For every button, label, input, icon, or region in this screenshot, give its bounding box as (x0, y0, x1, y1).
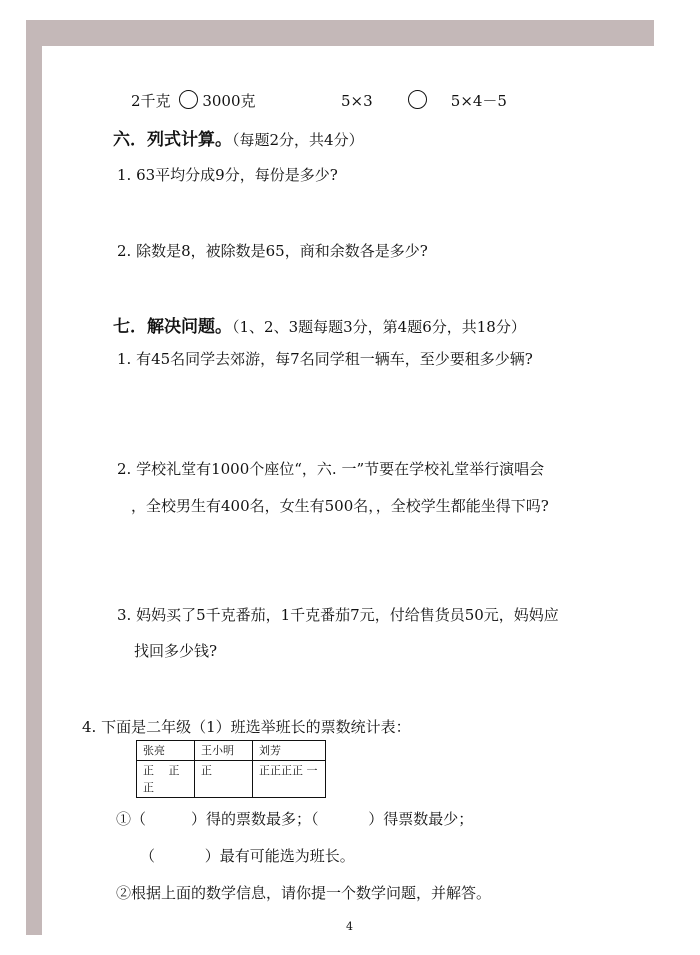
table-row (137, 741, 326, 761)
compare-left-b: 3000克 (202, 92, 256, 110)
section7-q4-part1-line1: ①（ ）得的票数最多；（ ）得票数最少； (116, 810, 474, 828)
compare-right (341, 90, 507, 111)
compare-left-a: 2千克 (131, 92, 171, 110)
section7-q2-line2: ，全校男生有400名，女生有500名，，全校学生都能坐得下吗? (131, 497, 549, 515)
section7-heading (113, 312, 526, 337)
table-header-cell: 刘芳 (253, 741, 326, 761)
section7-note: （1、2、3题每题3分，第4题6分，共18分） (232, 318, 526, 336)
section6-title: 六．列式计算。 (113, 130, 232, 150)
table-cell: 正 (195, 761, 253, 798)
table-cell: 正 正 正 (137, 761, 195, 798)
compare-right-a: 5×3 (341, 92, 373, 110)
section6-heading (113, 125, 364, 150)
section6-q1: 1. 63平均分成9分，每份是多少? (117, 166, 338, 184)
section7-q1: 1. 有45名同学去郊游，每7名同学租一辆车，至少要租多少辆? (117, 350, 533, 368)
section7-q4-intro: 4. 下面是二年级（1）班选举班长的票数统计表： (82, 718, 411, 736)
page-number: 4 (346, 920, 353, 933)
section7-q4-part1-line2: （ ）最有可能选为班长。 (140, 847, 355, 865)
table-row (137, 761, 326, 798)
table-cell: 正正正正 一 (253, 761, 326, 798)
compare-circle-icon[interactable] (179, 90, 198, 109)
table-header-cell: 王小明 (195, 741, 253, 761)
compare-circle-icon[interactable] (408, 90, 427, 109)
section7-title: 七．解决问题。 (113, 317, 232, 337)
table-header-cell: 张亮 (137, 741, 195, 761)
section6-q2: 2. 除数是8，被除数是65，商和余数各是多少? (117, 242, 428, 260)
section7-q2-line1: 2. 学校礼堂有1000个座位“，六. 一”节要在学校礼堂举行演唱会 (117, 460, 545, 478)
compare-right-b: 5×4－5 (450, 92, 507, 110)
section7-q3-line1: 3. 妈妈买了5千克番茄，1千克番茄7元，付给售货员50元，妈妈应 (117, 606, 559, 624)
section6-note: （每题2分，共4分） (232, 131, 364, 149)
section7-q4-part2: ②根据上面的数学信息，请你提一个数学问题，并解答。 (116, 884, 492, 902)
vote-table (136, 740, 326, 798)
compare-left (131, 90, 256, 111)
section7-q3-line2: 找回多少钱? (134, 642, 218, 660)
